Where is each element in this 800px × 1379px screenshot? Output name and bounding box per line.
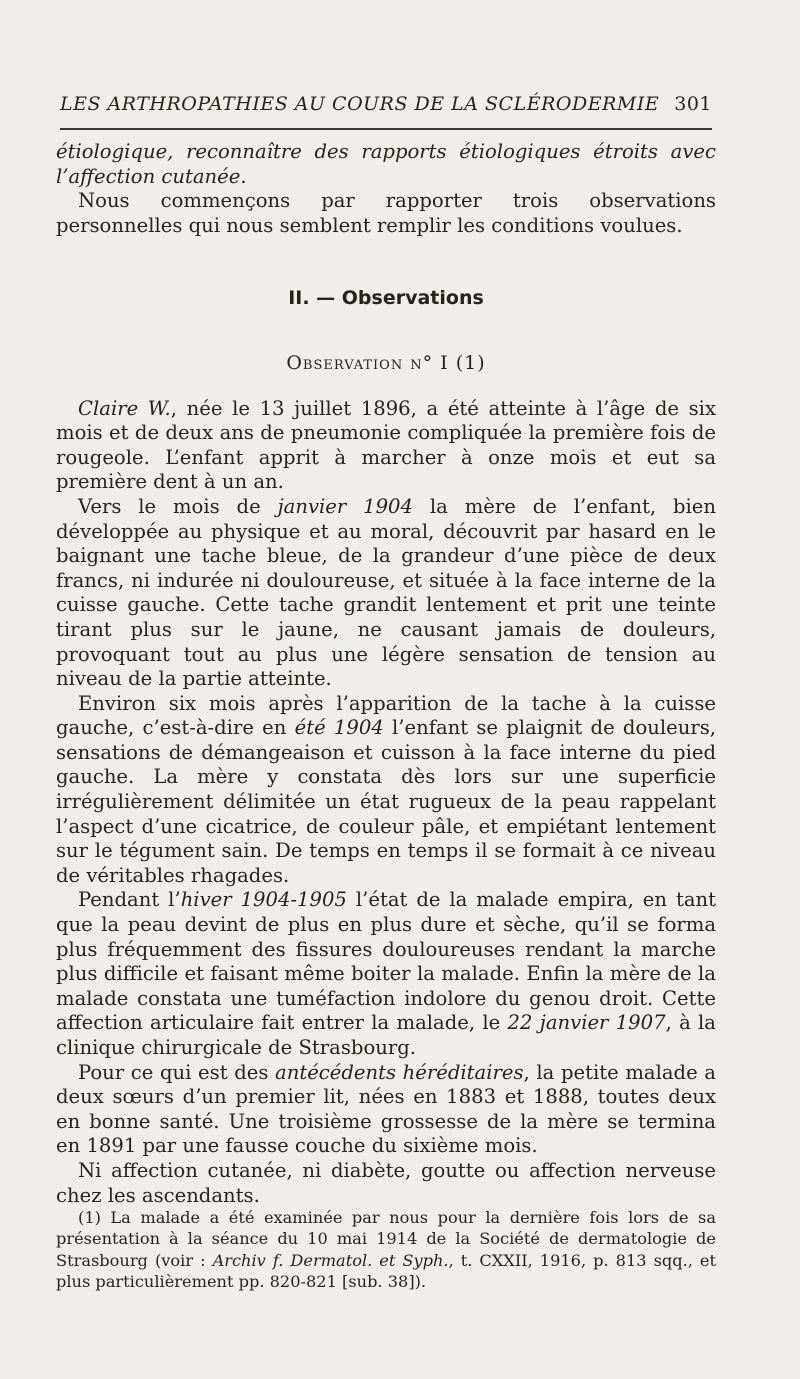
footnote-text-a: (1) La malade a été examinée par nous pour la dernière fois lors de sa présentation à la séance du 10 mai 1914 de la Société de dermatologie de Strasbourg (voir : bbox=[56, 1208, 716, 1270]
paragraph-2-text-b: la mère de l’enfant, bien développée au physique et au moral, découvrit par hasard en le baignant une tache bleue, de la grandeur d’une pièce de deux francs, ni indurée ni douloureuse, et située à la face interne de la cuisse gauche. Cette tache grandit lentement et prit une teinte tirant plus sur le jaune, ne causant jamais de douleurs, provoquant tout au plus une légère sensation de tension au niveau de la partie atteinte. bbox=[56, 494, 716, 691]
paragraph-4-text-c: , à la clinique chirurgicale de Strasbourg. bbox=[56, 1011, 716, 1059]
paragraph-4-text-b: l’état de la malade empira, en tant que la peau devint de plus en plus dure et sèche, qu’il se forma plus fréquemment des fissures douloureuses rendant la marche plus difficile et faisant même boiter la malade. Enfin la mère de la malade constata une tuméfaction indolore du genou droit. Cette affection articulaire fait entrer la malade, le bbox=[56, 888, 717, 1035]
paragraph-1-text: , née le 13 juillet 1896, a été atteinte à l’âge de six mois et de deux ans de pneumonie compliquée la première fois de rougeole. L’enfant apprit à marcher à onze mois et eut sa première dent à un an. bbox=[56, 396, 717, 494]
paragraph-4 bbox=[56, 888, 716, 1060]
paragraph-5 bbox=[56, 1061, 716, 1159]
footnote-text-b: , t. CXXII, 1916, p. 813 sqq., et plus particulièrement pp. 820-821 [sub. 38]). bbox=[56, 1250, 717, 1292]
header-rule bbox=[60, 128, 712, 130]
footnote-citation: Archiv f. Dermatol. et Syph. bbox=[212, 1250, 449, 1270]
observation-title bbox=[56, 351, 716, 376]
paragraph-2-text-a: Vers le mois de bbox=[78, 494, 278, 518]
footnote-reference: (1) bbox=[455, 351, 486, 374]
intro-paragraph-2: Nous commençons par rapporter trois observations personnelles qui nous semblent remplir les conditions voulues. bbox=[56, 189, 716, 237]
paragraph-4-date: hiver 1904-1905 bbox=[180, 888, 347, 912]
patient-name: Claire W. bbox=[78, 396, 171, 420]
paragraph-3-date: été 1904 bbox=[294, 716, 384, 740]
paragraph-5-text-b: , la petite malade a deux sœurs d’un premier lit, nées en 1883 et 1888, toutes deux en bonne santé. Une troisième grossesse de la mère se termina en 1891 par une fausse couche du sixième mois. bbox=[56, 1060, 716, 1158]
observation-heading: Observation n° I bbox=[286, 351, 449, 374]
paragraph-6: Ni affection cutanée, ni diabète, goutte ou affection nerveuse chez les ascendants. bbox=[56, 1158, 716, 1207]
paragraph-3-text-a: Environ six mois après l’apparition de la tache à la cuisse gauche, c’est-à-dire en bbox=[56, 691, 716, 740]
paragraph-1 bbox=[56, 397, 716, 495]
section-title: II. — Observations bbox=[288, 287, 484, 310]
paragraph-4-date-2: 22 janvier 1907 bbox=[507, 1011, 666, 1035]
page-number: 301 bbox=[674, 93, 712, 115]
paragraph-2 bbox=[56, 495, 716, 692]
footnote bbox=[56, 1207, 716, 1293]
paragraph-5-emphasis: antécédents héréditaires bbox=[275, 1060, 524, 1084]
paragraph-3-text-b: l’enfant se plaignit de douleurs, sensations de démangeaison et cuisson à la face interne du pied gauche. La mère y constata dès lors sur une superficie irrégulièrement délimitée un état rugueux de la peau rappelant l’aspect d’une cicatrice, de couleur pâle, et empiétant lentement sur le tégument sain. De temps en temps il se formait à ce niveau de véritables rhagades. bbox=[56, 716, 716, 887]
main-text bbox=[56, 140, 716, 1208]
paragraph-5-text-a: Pour ce qui est des bbox=[78, 1060, 276, 1084]
paragraph-4-text-a: Pendant l’ bbox=[78, 888, 181, 912]
paragraph-2-date: janvier 1904 bbox=[277, 494, 413, 518]
intro-paragraph-1 bbox=[56, 140, 716, 189]
intro-italic-text: étiologique, reconnaître des rapports étiologiques étroits avec l’affection cutanée. bbox=[56, 140, 716, 188]
footnote-text bbox=[56, 1207, 716, 1293]
paragraph-3 bbox=[56, 692, 716, 889]
running-title: LES ARTHROPATHIES AU COURS DE LA SCLÉRODERMIE bbox=[60, 93, 660, 115]
running-header bbox=[60, 93, 712, 115]
